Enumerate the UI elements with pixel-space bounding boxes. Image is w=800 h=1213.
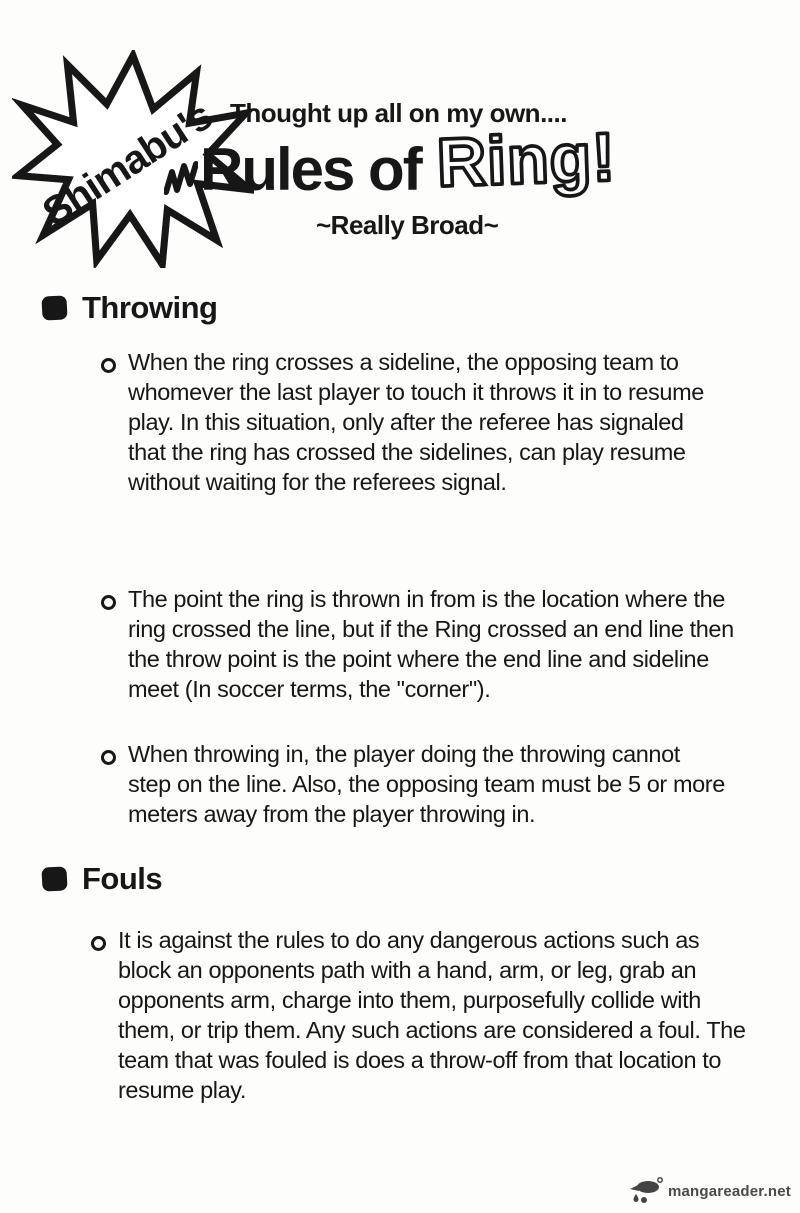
bullet-icon [101, 358, 116, 373]
bullet-icon [101, 595, 116, 610]
rule-text: It is against the rules to do any dangerous actions such as block an opponents path with a hand, arm, or leg, grab an opponents arm, charge into them, purposefully collide with them, or trip them. Any such actions are considered a foul. The team that was fouled is does a throw-off from that location to resume play. [118, 927, 746, 1103]
section-heading-fouls [42, 861, 162, 897]
title-outline: Ring! [435, 118, 617, 202]
rule-item [101, 584, 751, 704]
rule-text: The point the ring is thrown in from is the location where the ring crossed the line, but if the Ring crossed an end line then the throw point is the point where the end line and sideline meet (In soccer terms, the "corner"). [128, 586, 734, 702]
rule-item [101, 739, 727, 829]
page-title [164, 118, 617, 203]
section-title: Throwing [82, 290, 218, 325]
zigzag-icon [164, 156, 198, 196]
watermark [630, 1177, 791, 1205]
section-marker-icon [41, 866, 67, 891]
section-marker-icon [41, 295, 67, 320]
watermark-text: mangareader.net [667, 1182, 791, 1200]
rule-item [101, 347, 727, 497]
bullet-icon [91, 936, 106, 951]
rule-item [91, 925, 748, 1105]
burst-label: Shimabu's [35, 93, 220, 236]
bullet-icon [101, 750, 116, 765]
rule-text: When throwing in, the player doing the throwing cannot step on the line. Also, the opposing team must be 5 or more meters away from the player throwing in. [128, 741, 725, 827]
tagline: Thought up all on my own.... [230, 98, 567, 128]
title-solid: Rules of [200, 136, 421, 203]
mangareader-logo-icon [630, 1177, 664, 1205]
section-heading-throwing [42, 290, 217, 326]
subtitle: ~Really Broad~ [316, 210, 499, 240]
rule-text: When the ring crosses a sideline, the opposing team to whomever the last player to touch it throws it in to resume play. In this situation, only after the referee has signaled that the ring has crossed the sidelines, can play resume without waiting for the referees signal. [128, 349, 704, 495]
section-title: Fouls [82, 861, 163, 896]
